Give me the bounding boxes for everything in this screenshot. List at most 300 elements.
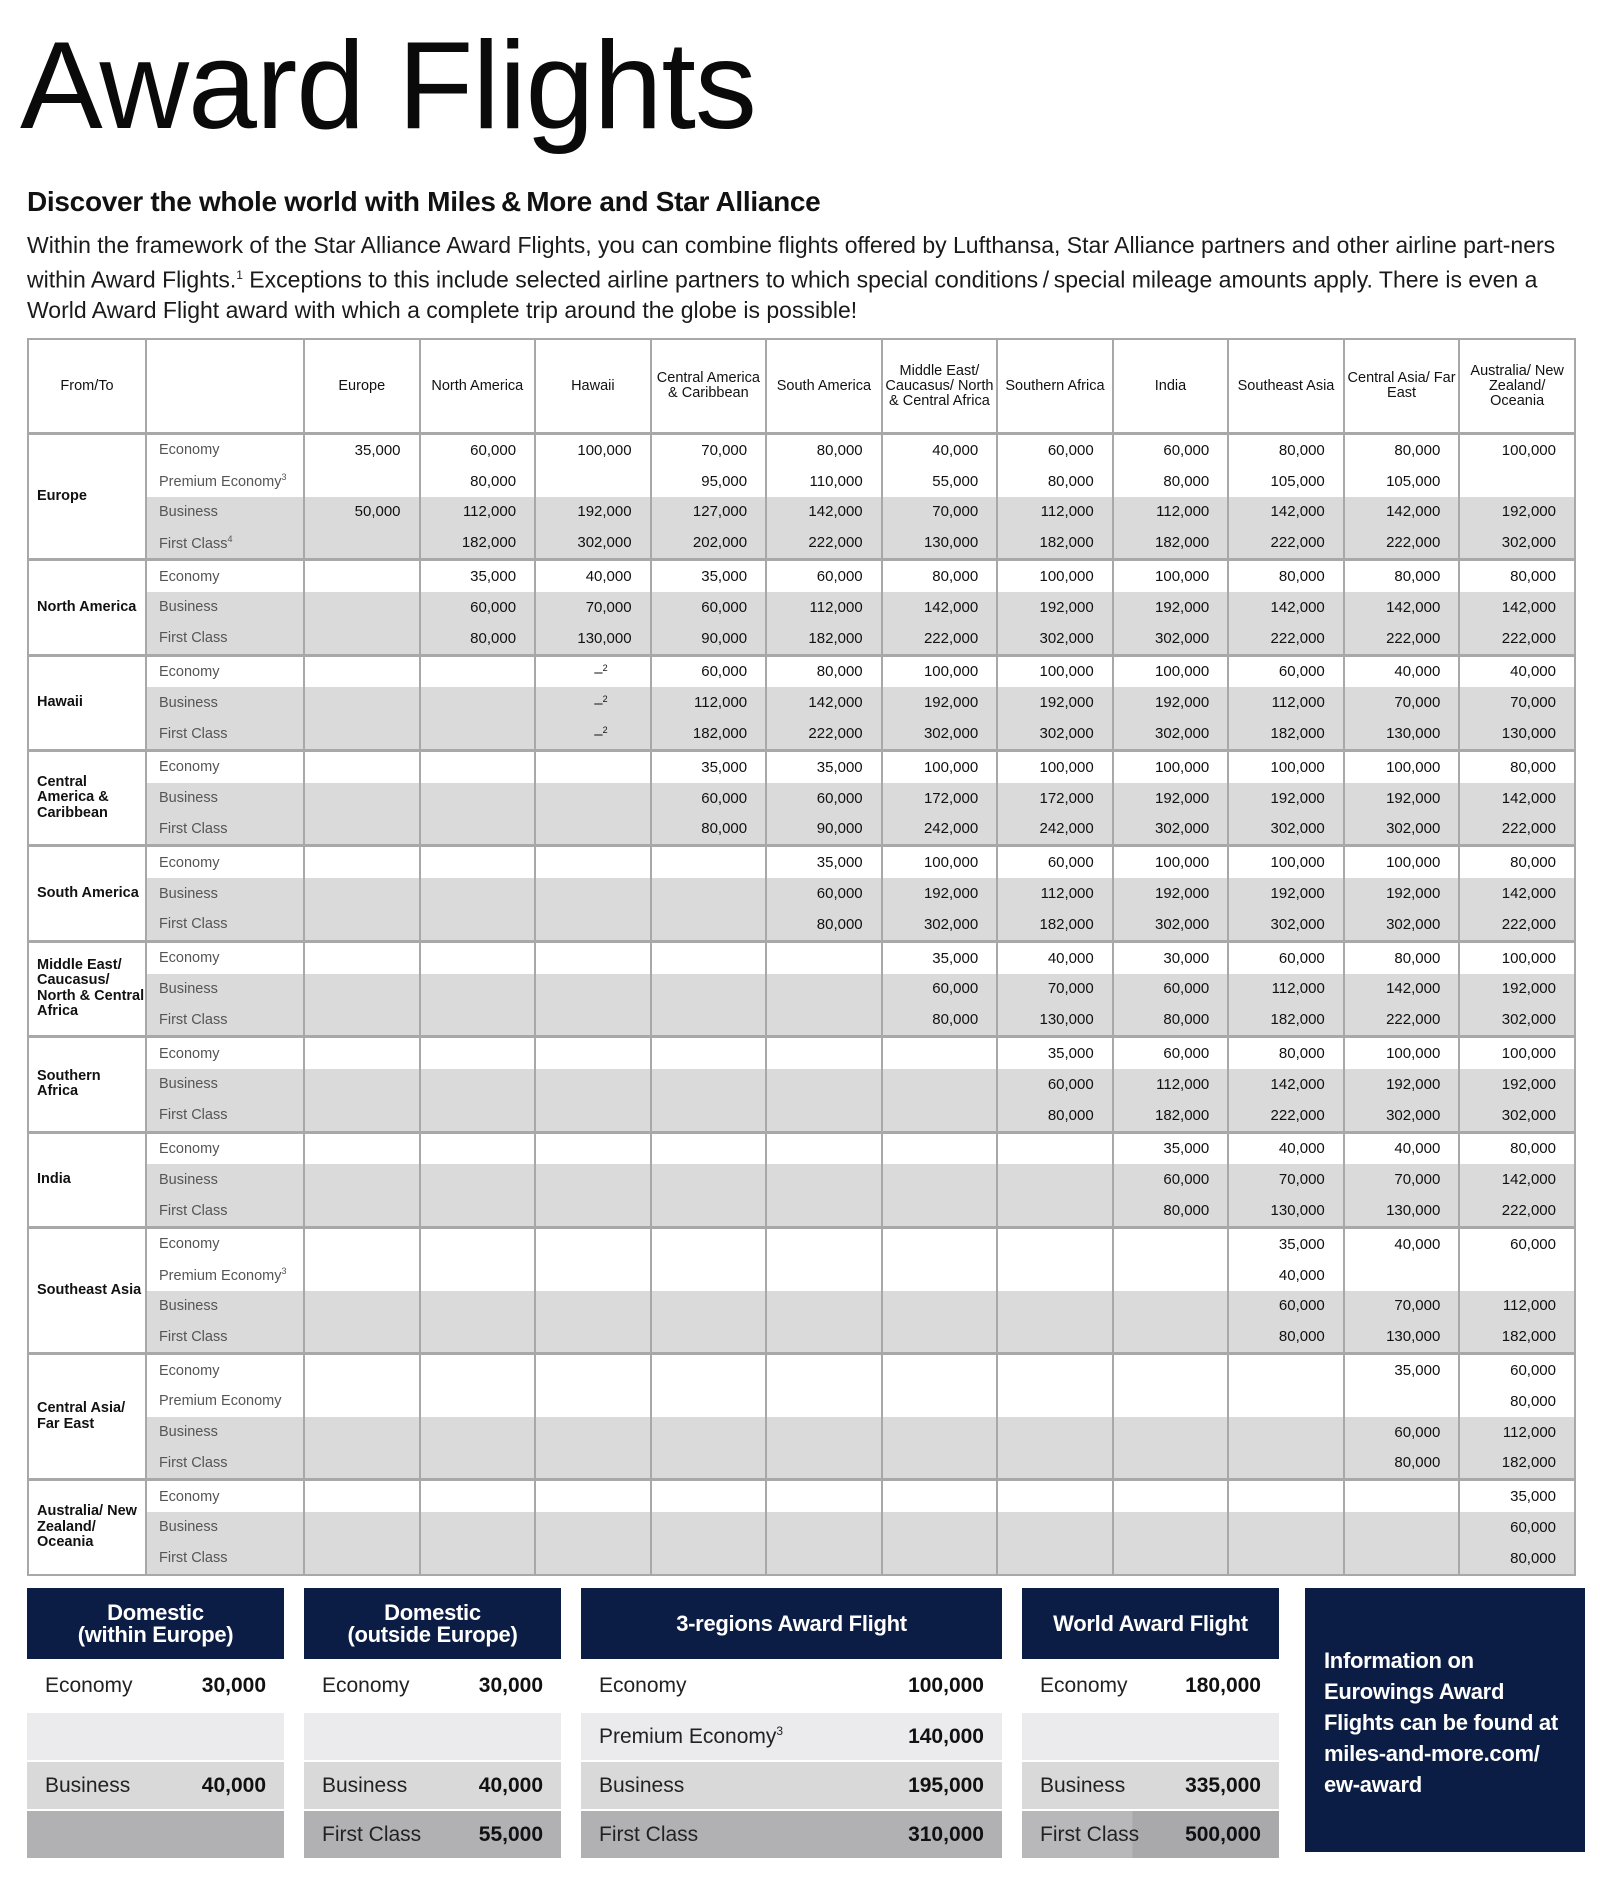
table-row (28, 846, 1575, 878)
miles-value-cell (1228, 1448, 1344, 1480)
award-box-title: Domestic (within Europe) (27, 1588, 284, 1659)
miles-value-cell (651, 1004, 767, 1036)
miles-value-cell: 142,000 (882, 592, 998, 623)
miles-value-cell: 192,000 (882, 878, 998, 909)
miles-value-cell (420, 1037, 536, 1069)
miles-value-cell (535, 1480, 651, 1512)
table-row (28, 1543, 1575, 1575)
cabin-class-label: Economy (146, 560, 304, 592)
from-region-label: Central America & Caribbean (28, 750, 146, 845)
miles-value-cell: 80,000 (1344, 560, 1460, 592)
miles-value-cell (766, 1037, 882, 1069)
footnote-marker: 1 (236, 268, 243, 282)
from-region-label: Middle East/ Caucasus/ North & Central Africa (28, 941, 146, 1036)
cabin-class-label: Business (1040, 1773, 1126, 1797)
from-region-label: Europe (28, 434, 146, 560)
miles-value-cell: 80,000 (997, 466, 1113, 497)
miles-value-cell: 192,000 (1113, 878, 1229, 909)
miles-value-cell: 80,000 (882, 560, 998, 592)
miles-value-cell: 222,000 (1459, 623, 1575, 655)
from-region-group (28, 941, 1575, 1036)
miles-value-cell: 60,000 (651, 783, 767, 814)
miles-value-cell: 182,000 (1113, 527, 1229, 559)
miles-value-cell (420, 941, 536, 973)
header-column: Southeast Asia (1228, 339, 1344, 434)
miles-value-cell (304, 527, 420, 559)
miles-value-cell: 80,000 (1228, 560, 1344, 592)
miles-value-cell (304, 1260, 420, 1291)
from-region-group (28, 750, 1575, 845)
miles-value-cell: 192,000 (1344, 878, 1460, 909)
miles-value-cell: 80,000 (1459, 846, 1575, 878)
miles-value-cell: 60,000 (1459, 1354, 1575, 1386)
miles-value-cell: 80,000 (1113, 1004, 1229, 1036)
award-box-row (27, 1762, 284, 1809)
from-region-label: Southern Africa (28, 1037, 146, 1132)
miles-value-cell: 182,000 (1459, 1448, 1575, 1480)
cabin-class-label: Economy (146, 846, 304, 878)
miles-value-cell: 222,000 (1228, 527, 1344, 559)
award-box-row (304, 1762, 561, 1809)
miles-value-cell (535, 846, 651, 878)
from-region-group (28, 655, 1575, 750)
miles-value-cell: 100,000 (997, 655, 1113, 687)
miles-value-cell: 80,000 (420, 466, 536, 497)
table-row (28, 1480, 1575, 1512)
miles-value-cell: 192,000 (1228, 878, 1344, 909)
miles-value-cell: 80,000 (1113, 466, 1229, 497)
miles-value-cell (420, 1512, 536, 1543)
miles-value-cell: 192,000 (535, 497, 651, 528)
miles-value-cell (1113, 1291, 1229, 1322)
miles-value-cell: 60,000 (1113, 1164, 1229, 1195)
from-region-group (28, 1132, 1575, 1227)
miles-value-cell (1228, 1386, 1344, 1417)
award-box-row (304, 1811, 561, 1858)
miles-value-cell: 192,000 (1113, 783, 1229, 814)
miles-value-cell (766, 1100, 882, 1132)
miles-value-cell (997, 1386, 1113, 1417)
award-chart-table (27, 338, 1576, 1576)
miles-value-cell: 60,000 (766, 783, 882, 814)
miles-value-cell: 40,000 (1228, 1260, 1344, 1291)
cabin-class-label: Economy (146, 655, 304, 687)
miles-value-cell: 302,000 (1113, 718, 1229, 750)
miles-value-cell: 112,000 (997, 878, 1113, 909)
miles-value-cell (304, 909, 420, 941)
miles-value-cell (651, 974, 767, 1005)
cabin-class-label: First Class (1040, 1822, 1140, 1846)
miles-value-cell: 302,000 (1459, 1100, 1575, 1132)
cabin-class-label: Economy (322, 1674, 410, 1697)
miles-value: 335,000 (1185, 1773, 1261, 1797)
miles-value-cell: 302,000 (882, 909, 998, 941)
miles-value-cell: 182,000 (1113, 1100, 1229, 1132)
miles-value-cell (535, 1354, 651, 1386)
miles-value-cell: 192,000 (882, 687, 998, 718)
info-line: Flights can be found at (1324, 1710, 1558, 1735)
info-line: ew-award (1324, 1772, 1422, 1797)
miles-value-cell: 142,000 (1228, 1069, 1344, 1100)
miles-value-cell (420, 1480, 536, 1512)
miles-value-cell: 60,000 (420, 592, 536, 623)
miles-value-cell (535, 974, 651, 1005)
miles-value-cell: 80,000 (1228, 1037, 1344, 1069)
miles-value-cell (535, 1004, 651, 1036)
miles-value-cell (997, 1354, 1113, 1386)
miles-value-cell (420, 909, 536, 941)
miles-value-cell: 100,000 (1344, 750, 1460, 782)
miles-value-cell (997, 1195, 1113, 1227)
miles-value-cell: 60,000 (882, 974, 998, 1005)
miles-value-cell (304, 846, 420, 878)
miles-value-cell: –$^2$ (535, 655, 651, 687)
miles-value-cell: 222,000 (766, 718, 882, 750)
miles-value-cell (651, 1543, 767, 1575)
miles-value-cell: 182,000 (1459, 1321, 1575, 1353)
table-row (28, 655, 1575, 687)
miles-value-cell (420, 1543, 536, 1575)
info-line: miles-and-more.com/ (1324, 1741, 1540, 1766)
miles-value-cell: 30,000 (1113, 941, 1229, 973)
miles-value-cell (882, 1354, 998, 1386)
miles-value-cell: 130,000 (1344, 1321, 1460, 1353)
miles-value-cell (535, 1069, 651, 1100)
award-box (27, 1588, 284, 1858)
miles-value-cell: 100,000 (997, 750, 1113, 782)
miles-value-cell: 222,000 (882, 623, 998, 655)
miles-value-cell: 142,000 (1344, 592, 1460, 623)
from-region-group (28, 434, 1575, 560)
miles-value-cell: 80,000 (1344, 1448, 1460, 1480)
miles-value-cell: 60,000 (766, 878, 882, 909)
from-region-label: India (28, 1132, 146, 1227)
miles-value-cell (651, 1291, 767, 1322)
miles-value-cell (304, 1291, 420, 1322)
miles-value-cell: 222,000 (766, 527, 882, 559)
miles-value-cell (651, 1195, 767, 1227)
miles-value-cell: 192,000 (1344, 1069, 1460, 1100)
miles-value-cell (304, 814, 420, 846)
award-box-row (581, 1811, 1002, 1858)
header-column: Europe (304, 339, 420, 434)
miles-value-cell (304, 687, 420, 718)
miles-value-cell (651, 1100, 767, 1132)
miles-value-cell (420, 1195, 536, 1227)
miles-value-cell: 182,000 (420, 527, 536, 559)
miles-value-cell (1228, 1512, 1344, 1543)
miles-value-cell: 80,000 (1459, 1543, 1575, 1575)
miles-value-cell: 40,000 (997, 941, 1113, 973)
miles-value-cell: 60,000 (420, 434, 536, 466)
award-box-row (581, 1762, 1002, 1809)
miles-value-cell: 130,000 (1344, 718, 1460, 750)
miles-value-cell: 302,000 (1113, 814, 1229, 846)
miles-value-cell (304, 560, 420, 592)
cabin-class-label: Business (146, 878, 304, 909)
miles-value-cell (651, 1069, 767, 1100)
miles-value-cell: 60,000 (1228, 1291, 1344, 1322)
miles-value-cell: 80,000 (766, 655, 882, 687)
miles-value-cell: 100,000 (1459, 1037, 1575, 1069)
miles-value-cell: 35,000 (1113, 1132, 1229, 1164)
miles-value-cell: 112,000 (1459, 1291, 1575, 1322)
miles-value-cell: –$^2$ (535, 718, 651, 750)
table-row (28, 434, 1575, 466)
miles-value-cell (420, 1417, 536, 1448)
miles-value-cell: 80,000 (1459, 1386, 1575, 1417)
miles-value-cell: 100,000 (535, 434, 651, 466)
miles-value-cell (882, 1417, 998, 1448)
cabin-class-label: Business (146, 592, 304, 623)
miles-value-cell (651, 1417, 767, 1448)
table-row (28, 466, 1575, 497)
miles-value-cell: 80,000 (766, 909, 882, 941)
cabin-class-label: First Class (146, 1448, 304, 1480)
miles-value-cell (1228, 1543, 1344, 1575)
miles-value-cell (304, 592, 420, 623)
miles-value-cell: 302,000 (1459, 527, 1575, 559)
miles-value-cell (651, 1448, 767, 1480)
miles-value-cell (997, 1291, 1113, 1322)
miles-value-cell (535, 1448, 651, 1480)
table-row (28, 1512, 1575, 1543)
miles-value-cell: 302,000 (882, 718, 998, 750)
miles-value-cell (651, 846, 767, 878)
miles-value-cell: 95,000 (651, 466, 767, 497)
miles-value-cell (882, 1260, 998, 1291)
miles-value-cell (1344, 1512, 1460, 1543)
cabin-class-label: Business (146, 783, 304, 814)
miles-value-cell (766, 1386, 882, 1417)
miles-value-cell: 100,000 (882, 750, 998, 782)
miles-value-cell (535, 814, 651, 846)
table-row (28, 909, 1575, 941)
table-row (28, 1164, 1575, 1195)
miles-value-cell: 100,000 (882, 846, 998, 878)
miles-value-cell: 100,000 (1113, 846, 1229, 878)
miles-value-cell (535, 750, 651, 782)
award-box (581, 1588, 1002, 1858)
miles-value-cell (304, 1321, 420, 1353)
miles-value-cell: 130,000 (997, 1004, 1113, 1036)
miles-value-cell: 105,000 (1344, 466, 1460, 497)
cabin-class-label: Premium Economy (146, 1386, 304, 1417)
miles-value-cell (535, 1291, 651, 1322)
table-row (28, 1069, 1575, 1100)
miles-value-cell: 142,000 (1344, 497, 1460, 528)
miles-value-cell: 40,000 (1344, 655, 1460, 687)
miles-value-cell: 112,000 (1228, 974, 1344, 1005)
miles-value-cell (535, 1386, 651, 1417)
miles-value-cell (304, 1164, 420, 1195)
miles-value-cell: 70,000 (1344, 1291, 1460, 1322)
miles-value-cell (882, 1037, 998, 1069)
miles-value-cell (535, 466, 651, 497)
miles-value-cell: 142,000 (1228, 497, 1344, 528)
miles-value-cell: 182,000 (997, 909, 1113, 941)
miles-value: 500,000 (1185, 1822, 1261, 1846)
miles-value-cell (304, 1417, 420, 1448)
miles-value-cell: 302,000 (1228, 909, 1344, 941)
cabin-class-label: Premium Economy$^3$ (146, 1260, 304, 1291)
miles-value-cell (420, 687, 536, 718)
miles-value-cell: 80,000 (1113, 1195, 1229, 1227)
cabin-class-label: First Class (146, 1543, 304, 1575)
miles-value-cell: 302,000 (997, 718, 1113, 750)
miles-value-cell (304, 718, 420, 750)
cabin-class-label: Business (146, 1069, 304, 1100)
miles-value-cell: 142,000 (1344, 974, 1460, 1005)
award-box-row (27, 1713, 284, 1760)
cabin-class-label: Business (146, 497, 304, 528)
miles-value-cell: 222,000 (1228, 623, 1344, 655)
miles-value-cell (420, 1164, 536, 1195)
miles-value-cell (882, 1512, 998, 1543)
header-column: South America (766, 339, 882, 434)
miles-value-cell (535, 1321, 651, 1353)
miles-value-cell: 110,000 (766, 466, 882, 497)
miles-value-cell: 202,000 (651, 527, 767, 559)
cabin-class-label: First Class$^4$ (146, 527, 304, 559)
header-column: Central America & Caribbean (651, 339, 767, 434)
miles-value-cell (420, 846, 536, 878)
cabin-class-label: Business (146, 1164, 304, 1195)
miles-value-cell (766, 1164, 882, 1195)
miles-value-cell: 192,000 (1459, 974, 1575, 1005)
table-row (28, 592, 1575, 623)
miles-value-cell: 35,000 (1228, 1227, 1344, 1259)
miles-value-cell: 80,000 (882, 1004, 998, 1036)
miles-value-cell (766, 1480, 882, 1512)
table-row (28, 687, 1575, 718)
miles-value-cell: 70,000 (997, 974, 1113, 1005)
table-row (28, 1195, 1575, 1227)
miles-value-cell (651, 1321, 767, 1353)
miles-value-cell: 35,000 (420, 560, 536, 592)
miles-value-cell: 100,000 (1459, 941, 1575, 973)
table-row (28, 1037, 1575, 1069)
miles-value-cell (535, 909, 651, 941)
miles-value-cell: 192,000 (1113, 592, 1229, 623)
miles-value-cell (1344, 1480, 1460, 1512)
miles-value-cell (420, 814, 536, 846)
miles-value-cell (535, 1100, 651, 1132)
miles-value-cell: 182,000 (651, 718, 767, 750)
miles-value-cell: 40,000 (1228, 1132, 1344, 1164)
cabin-class-label: Economy (146, 1037, 304, 1069)
miles-value-cell: 90,000 (651, 623, 767, 655)
miles-value-cell: 100,000 (1113, 560, 1229, 592)
miles-value: 55,000 (478, 1822, 543, 1846)
award-box (304, 1588, 561, 1858)
miles-value-cell (420, 974, 536, 1005)
header-class (146, 339, 304, 434)
miles-value-cell (535, 1132, 651, 1164)
miles-value-cell: 302,000 (1459, 1004, 1575, 1036)
cabin-class-label: Business (322, 1773, 408, 1797)
miles-value-cell (1113, 1227, 1229, 1259)
miles-value-cell (1228, 1354, 1344, 1386)
cabin-class-label: First Class (146, 1004, 304, 1036)
table-row (28, 941, 1575, 973)
miles-value: 310,000 (908, 1822, 984, 1846)
miles-value-cell (766, 974, 882, 1005)
miles-value-cell: 80,000 (1459, 1132, 1575, 1164)
miles-value-cell (766, 1291, 882, 1322)
miles-value-cell (304, 1004, 420, 1036)
miles-value-cell (651, 909, 767, 941)
miles-value-cell: 142,000 (1459, 1164, 1575, 1195)
miles-value-cell: 182,000 (1228, 1004, 1344, 1036)
miles-value-cell (882, 1100, 998, 1132)
miles-value-cell: 192,000 (1344, 783, 1460, 814)
table-row (28, 1386, 1575, 1417)
header-column: North America (420, 339, 536, 434)
miles-value: 40,000 (201, 1773, 266, 1797)
miles-value-cell (882, 1069, 998, 1100)
miles-value-cell (882, 1195, 998, 1227)
miles-value-cell: 100,000 (997, 560, 1113, 592)
miles-value-cell: 302,000 (1344, 814, 1460, 846)
miles-value-cell: 112,000 (1113, 1069, 1229, 1100)
from-region-label: North America (28, 560, 146, 655)
miles-value-cell: 100,000 (882, 655, 998, 687)
miles-value-cell: 35,000 (1344, 1354, 1460, 1386)
table-row (28, 1100, 1575, 1132)
cabin-class-label: Economy (146, 750, 304, 782)
cabin-class-label: Premium Economy$^3$ (599, 1724, 784, 1748)
miles-value-cell: 60,000 (1228, 655, 1344, 687)
miles-value-cell: –$^2$ (535, 687, 651, 718)
from-region-label: South America (28, 846, 146, 941)
miles-value-cell: 60,000 (1113, 974, 1229, 1005)
award-box-title: Domestic (outside Europe) (304, 1588, 561, 1659)
miles-value-cell: 80,000 (651, 814, 767, 846)
miles-value: 40,000 (478, 1773, 543, 1797)
miles-value-cell: 35,000 (304, 434, 420, 466)
miles-value-cell: 55,000 (882, 466, 998, 497)
miles-value-cell (882, 1227, 998, 1259)
miles-value-cell: 142,000 (1459, 878, 1575, 909)
miles-value-cell: 40,000 (882, 434, 998, 466)
miles-value-cell: 172,000 (997, 783, 1113, 814)
info-line: Eurowings Award (1324, 1679, 1505, 1704)
miles-value-cell (304, 1195, 420, 1227)
miles-value-cell (882, 1386, 998, 1417)
award-box-row (304, 1661, 561, 1711)
miles-value-cell: 192,000 (1228, 783, 1344, 814)
table-row (28, 527, 1575, 559)
eurowings-info-box (1305, 1588, 1585, 1852)
miles-value-cell (997, 1227, 1113, 1259)
miles-value-cell (1113, 1512, 1229, 1543)
miles-value: 180,000 (1185, 1674, 1261, 1697)
miles-value-cell: 130,000 (882, 527, 998, 559)
header-column: India (1113, 339, 1229, 434)
award-box-title: 3-regions Award Flight (581, 1588, 1002, 1659)
miles-value-cell (1228, 1480, 1344, 1512)
miles-value-cell (1344, 1260, 1460, 1291)
table-row (28, 1417, 1575, 1448)
miles-value-cell (420, 718, 536, 750)
cabin-class-label: Premium Economy$^3$ (146, 466, 304, 497)
miles-value-cell (304, 783, 420, 814)
from-region-label: Hawaii (28, 655, 146, 750)
miles-value-cell: 80,000 (997, 1100, 1113, 1132)
cabin-class-label: First Class (146, 909, 304, 941)
cabin-class-label: Business (45, 1773, 131, 1797)
